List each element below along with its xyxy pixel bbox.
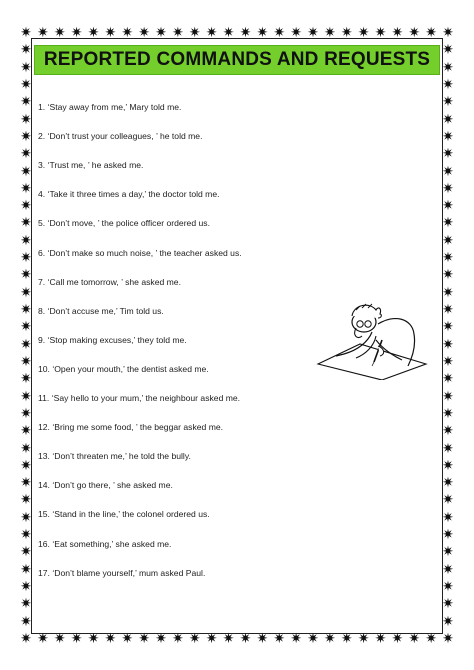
star-ornament-icon: ✷ xyxy=(442,561,454,578)
star-ornament-icon: ✷ xyxy=(87,631,100,647)
star-ornament-icon: ✷ xyxy=(20,475,32,492)
star-ornament-icon: ✷ xyxy=(442,111,454,128)
star-ornament-icon: ✷ xyxy=(442,198,454,215)
star-ornament-icon: ✷ xyxy=(357,631,370,647)
star-ornament-icon: ✷ xyxy=(20,353,32,370)
star-ornament-icon: ✷ xyxy=(70,25,83,41)
star-ornament-icon: ✷ xyxy=(104,25,117,41)
star-ornament-icon: ✷ xyxy=(374,631,387,647)
star-ornament-icon: ✷ xyxy=(20,267,32,284)
star-ornament-icon: ✷ xyxy=(20,163,32,180)
star-ornament-icon: ✷ xyxy=(20,146,32,163)
star-ornament-icon: ✷ xyxy=(442,388,454,405)
star-ornament-icon: ✷ xyxy=(408,631,421,647)
star-ornament-icon: ✷ xyxy=(20,371,32,388)
star-ornament-icon: ✷ xyxy=(121,631,134,647)
star-ornament-icon: ✷ xyxy=(442,302,454,319)
sentence-item: 3. ‘Trust me, ’ he asked me. xyxy=(38,160,144,171)
star-ornament-icon: ✷ xyxy=(442,492,454,509)
star-ornament-icon: ✷ xyxy=(442,180,454,197)
star-ornament-icon: ✷ xyxy=(442,267,454,284)
star-ornament-icon: ✷ xyxy=(442,457,454,474)
sentence-item: 4. ‘Take it three times a day,’ the doctor told me. xyxy=(38,189,220,200)
star-ornament-icon: ✷ xyxy=(273,25,286,41)
star-ornament-icon: ✷ xyxy=(20,405,32,422)
sentence-item: 6. ‘Don’t make so much noise, ’ the teacher asked us. xyxy=(38,247,242,258)
star-ornament-icon: ✷ xyxy=(20,527,32,544)
star-ornament-icon: ✷ xyxy=(442,596,454,613)
star-ornament-icon: ✷ xyxy=(273,631,286,647)
sentence-item: 16. ‘Eat something,’ she asked me. xyxy=(38,538,172,549)
star-ornament-icon: ✷ xyxy=(442,319,454,336)
star-ornament-icon: ✷ xyxy=(442,163,454,180)
star-ornament-icon: ✷ xyxy=(20,319,32,336)
star-ornament-icon: ✷ xyxy=(138,25,151,41)
star-ornament-icon: ✷ xyxy=(340,25,353,41)
star-ornament-icon: ✷ xyxy=(239,25,252,41)
star-ornament-icon: ✷ xyxy=(20,128,32,145)
man-drawing-illustration xyxy=(316,300,428,380)
star-ornament-icon: ✷ xyxy=(442,631,454,647)
star-ornament-icon: ✷ xyxy=(37,631,49,647)
star-ornament-icon: ✷ xyxy=(442,284,454,301)
star-ornament-icon: ✷ xyxy=(442,440,454,457)
star-ornament-icon: ✷ xyxy=(20,25,32,41)
star-ornament-icon: ✷ xyxy=(20,544,32,561)
star-ornament-icon: ✷ xyxy=(442,475,454,492)
star-ornament-icon: ✷ xyxy=(37,25,49,41)
title-banner xyxy=(34,45,440,75)
star-ornament-icon: ✷ xyxy=(53,631,66,647)
star-ornament-icon: ✷ xyxy=(20,440,32,457)
star-ornament-icon: ✷ xyxy=(425,25,437,41)
sentence-item: 1. ‘Stay away from me,’ Mary told me. xyxy=(38,102,182,112)
star-ornament-icon: ✷ xyxy=(442,509,454,526)
star-ornament-icon: ✷ xyxy=(20,284,32,301)
star-ornament-icon: ✷ xyxy=(442,128,454,145)
sentence-item: 17. ‘Don’t blame yourself,’ mum asked Paul. xyxy=(38,567,206,578)
star-ornament-icon: ✷ xyxy=(323,25,336,41)
star-ornament-icon: ✷ xyxy=(155,631,167,647)
star-ornament-icon: ✷ xyxy=(20,492,32,509)
sentence-item: 5. ‘Don’t move, ’ the police officer ordered us. xyxy=(38,218,210,229)
star-ornament-icon: ✷ xyxy=(87,25,100,41)
star-ornament-icon: ✷ xyxy=(20,336,32,353)
star-ornament-icon: ✷ xyxy=(290,25,302,41)
star-ornament-icon: ✷ xyxy=(20,423,32,440)
star-ornament-icon: ✷ xyxy=(20,250,32,267)
star-ornament-icon: ✷ xyxy=(442,42,454,59)
star-ornament-icon: ✷ xyxy=(20,180,32,197)
star-ornament-icon: ✷ xyxy=(172,631,184,647)
sentence-item: 9. ‘Stop making excuses,’ they told me. xyxy=(38,334,187,345)
star-ornament-icon: ✷ xyxy=(442,527,454,544)
star-ornament-icon: ✷ xyxy=(155,25,167,41)
sentence-item: 15. ‘Stand in the line,’ the colonel ordered us. xyxy=(38,509,210,520)
sentence-item: 11. ‘Say hello to your mum,’ the neighbour asked me. xyxy=(38,393,241,403)
star-ornament-icon: ✷ xyxy=(239,631,252,647)
star-ornament-icon: ✷ xyxy=(442,544,454,561)
star-ornament-icon: ✷ xyxy=(20,198,32,215)
sentence-item: 13. ‘Don’t threaten me,’ he told the bully. xyxy=(38,451,191,462)
star-ornament-icon: ✷ xyxy=(442,405,454,422)
star-ornament-icon: ✷ xyxy=(442,146,454,163)
star-ornament-icon: ✷ xyxy=(20,94,32,111)
sentence-item: 7. ‘Call me tomorrow, ’ she asked me. xyxy=(38,276,181,287)
star-ornament-icon: ✷ xyxy=(20,613,32,630)
star-ornament-icon: ✷ xyxy=(340,631,353,647)
star-ornament-icon: ✷ xyxy=(290,631,302,647)
star-ornament-icon: ✷ xyxy=(20,111,32,128)
star-ornament-icon: ✷ xyxy=(20,42,32,59)
star-ornament-icon: ✷ xyxy=(442,579,454,596)
star-ornament-icon: ✷ xyxy=(205,25,218,41)
hair xyxy=(352,305,381,318)
star-ornament-icon: ✷ xyxy=(20,631,32,647)
star-ornament-icon: ✷ xyxy=(442,215,454,232)
star-ornament-icon: ✷ xyxy=(323,631,336,647)
star-ornament-icon: ✷ xyxy=(20,457,32,474)
page-title: REPORTED COMMANDS AND REQUESTS xyxy=(43,49,431,70)
star-ornament-icon: ✷ xyxy=(70,631,83,647)
star-ornament-icon: ✷ xyxy=(188,25,201,41)
star-ornament-icon: ✷ xyxy=(20,215,32,232)
star-ornament-icon: ✷ xyxy=(20,232,32,249)
star-ornament-icon: ✷ xyxy=(222,25,235,41)
star-ornament-icon: ✷ xyxy=(357,25,370,41)
star-ornament-icon: ✷ xyxy=(20,388,32,405)
sentence-item: 14. ‘Don’t go there, ’ she asked me. xyxy=(38,480,173,491)
star-ornament-icon: ✷ xyxy=(442,336,454,353)
star-ornament-icon: ✷ xyxy=(104,631,117,647)
star-ornament-icon: ✷ xyxy=(408,25,421,41)
sentence-item: 12. ‘Bring me some food, ’ the beggar asked me. xyxy=(38,422,224,433)
star-ornament-icon: ✷ xyxy=(442,94,454,111)
star-ornament-icon: ✷ xyxy=(20,509,32,526)
star-ornament-icon: ✷ xyxy=(307,25,319,41)
star-ornament-icon: ✷ xyxy=(442,59,454,76)
star-ornament-icon: ✷ xyxy=(138,631,151,647)
star-ornament-icon: ✷ xyxy=(172,25,184,41)
star-ornament-icon: ✷ xyxy=(374,25,387,41)
sentence-item: 2. ‘Don’t trust your colleagues, ’ he told me. xyxy=(38,131,203,142)
star-ornament-icon: ✷ xyxy=(442,76,454,93)
star-ornament-icon: ✷ xyxy=(53,25,66,41)
star-ornament-icon: ✷ xyxy=(20,596,32,613)
star-ornament-icon: ✷ xyxy=(442,613,454,630)
star-ornament-icon: ✷ xyxy=(391,25,404,41)
star-ornament-icon: ✷ xyxy=(20,76,32,93)
star-ornament-icon: ✷ xyxy=(20,561,32,578)
star-ornament-icon: ✷ xyxy=(442,371,454,388)
star-ornament-icon: ✷ xyxy=(307,631,319,647)
star-ornament-icon: ✷ xyxy=(20,579,32,596)
star-ornament-icon: ✷ xyxy=(442,250,454,267)
sentence-item: 8. ‘Don’t accuse me,’ Tim told us. xyxy=(38,305,164,316)
star-ornament-icon: ✷ xyxy=(391,631,404,647)
star-ornament-icon: ✷ xyxy=(121,25,134,41)
star-ornament-icon: ✷ xyxy=(442,232,454,249)
star-ornament-icon: ✷ xyxy=(442,25,454,41)
star-ornament-icon: ✷ xyxy=(222,631,235,647)
star-ornament-icon: ✷ xyxy=(425,631,437,647)
star-ornament-icon: ✷ xyxy=(188,631,201,647)
star-ornament-icon: ✷ xyxy=(256,631,269,647)
star-ornament-icon: ✷ xyxy=(20,59,32,76)
star-ornament-icon: ✷ xyxy=(256,25,269,41)
star-ornament-icon: ✷ xyxy=(442,423,454,440)
star-ornament-icon: ✷ xyxy=(442,353,454,370)
star-ornament-icon: ✷ xyxy=(205,631,218,647)
star-ornament-icon: ✷ xyxy=(20,302,32,319)
sentence-item: 10. ‘Open your mouth,’ the dentist asked me. xyxy=(38,363,209,374)
